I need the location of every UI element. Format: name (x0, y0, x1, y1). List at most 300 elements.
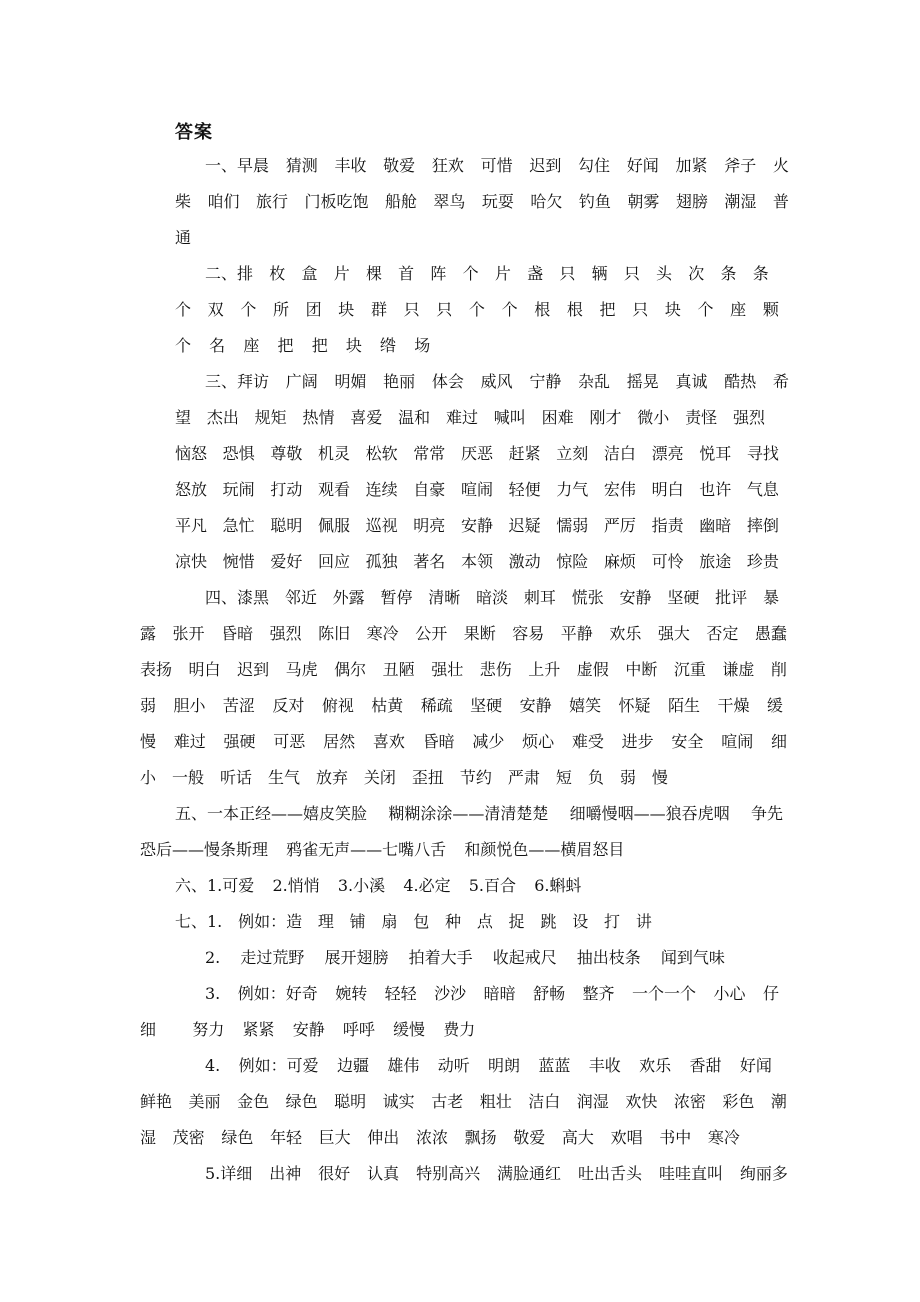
word: 喜欢 (372, 732, 405, 751)
word: 恼怒 (175, 444, 208, 463)
word: 钓鱼 (578, 192, 611, 211)
word: 一般 (171, 768, 204, 787)
word: 削 (770, 660, 787, 679)
word: 一、早晨 (205, 156, 270, 175)
word: 阵 (430, 264, 447, 283)
word: 怀疑 (618, 696, 651, 715)
word: 偶尔 (334, 660, 367, 679)
word: 扇 (381, 912, 398, 931)
word: 陈旧 (318, 624, 351, 643)
word: 关闭 (363, 768, 396, 787)
word: 明媚 (334, 372, 367, 391)
word: 狂欢 (431, 156, 464, 175)
word: 丰收 (334, 156, 367, 175)
word: 自豪 (413, 480, 446, 499)
word: 摔倒 (746, 516, 779, 535)
word: 慌张 (571, 588, 604, 607)
word: 闻到气味 (660, 948, 725, 967)
word: 弱 (140, 696, 157, 715)
word: 潮 (770, 1092, 787, 1111)
word: 暗暗 (483, 984, 516, 1003)
word: 绿色 (221, 1128, 254, 1147)
word: 规矩 (254, 408, 287, 427)
word: 打 (604, 912, 621, 931)
word: 惋惜 (222, 552, 255, 571)
word: 平静 (560, 624, 593, 643)
word: 坚硬 (470, 696, 503, 715)
word: 金色 (237, 1092, 270, 1111)
word: 四、漆黑 (205, 588, 270, 607)
word: 例如：好奇 (237, 984, 318, 1003)
text-line (205, 946, 725, 970)
word: 七、1. (175, 912, 223, 931)
text-line (175, 550, 779, 574)
word: 暗淡 (476, 588, 509, 607)
word: 斧子 (724, 156, 757, 175)
word: 枚 (269, 264, 286, 283)
word: 收起戒尺 (492, 948, 557, 967)
word: 宏伟 (603, 480, 636, 499)
word: 玩闹 (222, 480, 255, 499)
word: 张开 (172, 624, 205, 643)
word: 跳 (540, 912, 557, 931)
text-line (205, 370, 789, 394)
word: 根 (566, 300, 583, 319)
word: 麻烦 (603, 552, 636, 571)
word: 颗 (762, 300, 779, 319)
word: 指责 (651, 516, 684, 535)
word: 广阔 (285, 372, 318, 391)
word: 三、拜访 (205, 372, 270, 391)
word: 常常 (413, 444, 446, 463)
word: 哈欠 (530, 192, 563, 211)
word: 个 (468, 300, 485, 319)
word: 严厉 (603, 516, 636, 535)
word: 细 (770, 732, 787, 751)
word: 欢乐 (609, 624, 642, 643)
word: 欢唱 (610, 1128, 643, 1147)
text-line (140, 730, 787, 754)
word: 润湿 (576, 1092, 609, 1111)
word: 设 (572, 912, 589, 931)
word: 喧闹 (721, 732, 754, 751)
word: 寒冷 (366, 624, 399, 643)
word: 粗壮 (479, 1092, 512, 1111)
word: 蓝蓝 (538, 1056, 571, 1075)
text-line (175, 298, 779, 322)
word: 反对 (272, 696, 305, 715)
word: 丑陋 (382, 660, 415, 679)
word: 悲伤 (479, 660, 512, 679)
text-line (205, 982, 779, 1006)
word: 安全 (671, 732, 704, 751)
word: 群 (370, 300, 387, 319)
word: 加紧 (675, 156, 708, 175)
word: 露 (140, 624, 157, 643)
word: 鲜艳 (140, 1092, 173, 1111)
word: 欢乐 (639, 1056, 672, 1075)
word: 讲 (635, 912, 652, 931)
word: 普 (772, 192, 789, 211)
word: 欢快 (625, 1092, 658, 1111)
word: 急忙 (222, 516, 255, 535)
word: 暂停 (380, 588, 413, 607)
word: 批评 (715, 588, 748, 607)
word: 刺耳 (523, 588, 556, 607)
word: 本领 (460, 552, 493, 571)
text-line (175, 406, 765, 430)
text-line (175, 802, 783, 826)
word: 尊敬 (270, 444, 303, 463)
word: 高大 (561, 1128, 594, 1147)
word: 明白 (651, 480, 684, 499)
word: 座 (730, 300, 747, 319)
word: 例如：可爱 (238, 1056, 319, 1075)
word: 果断 (463, 624, 496, 643)
word: 舒畅 (533, 984, 566, 1003)
word: 听话 (219, 768, 252, 787)
word: 书中 (659, 1128, 692, 1147)
word: 明朗 (488, 1056, 521, 1075)
word: 放弃 (315, 768, 348, 787)
word: 绿色 (285, 1092, 318, 1111)
word: 柴 (175, 192, 192, 211)
word: 轻轻 (384, 984, 417, 1003)
word: 香甜 (689, 1056, 722, 1075)
word: 珍贵 (746, 552, 779, 571)
word: 茂密 (172, 1128, 205, 1147)
word: 微小 (637, 408, 670, 427)
word: 机灵 (317, 444, 350, 463)
word: 包 (413, 912, 430, 931)
word: 回应 (317, 552, 350, 571)
word: 整齐 (582, 984, 615, 1003)
word: 否定 (706, 624, 739, 643)
word: 俯视 (321, 696, 354, 715)
word: 强烈 (732, 408, 765, 427)
word: 敬爱 (513, 1128, 546, 1147)
word: 漂亮 (651, 444, 684, 463)
text-line (175, 910, 652, 934)
word: 佩服 (317, 516, 350, 535)
text-line (205, 154, 789, 178)
word: 巡视 (365, 516, 398, 535)
word: 缓 (766, 696, 783, 715)
word: 门板吃饱 (304, 192, 369, 211)
word: 难过 (173, 732, 206, 751)
word: 块 (664, 300, 681, 319)
word: 安静 (460, 516, 493, 535)
word: 条 (752, 264, 769, 283)
word: 立刻 (556, 444, 589, 463)
word: 稀疏 (420, 696, 453, 715)
word: 迟到 (529, 156, 562, 175)
word: 船舱 (384, 192, 417, 211)
word: 安静 (619, 588, 652, 607)
word: 中断 (625, 660, 658, 679)
word: 动听 (437, 1056, 470, 1075)
word: 5.详细 (205, 1164, 253, 1183)
word: 聪明 (270, 516, 303, 535)
text-line: 通 (175, 228, 192, 247)
word: 旅行 (255, 192, 288, 211)
word: 气息 (746, 480, 779, 499)
word: 丰收 (588, 1056, 621, 1075)
word: 出神 (269, 1164, 302, 1183)
word: 恐惧 (222, 444, 255, 463)
word: 猜测 (285, 156, 318, 175)
word: 点 (476, 912, 493, 931)
text-line (175, 514, 779, 538)
text-line (175, 442, 779, 466)
word: 展开翅膀 (324, 948, 389, 967)
word: 艳丽 (383, 372, 416, 391)
word: 理 (317, 912, 334, 931)
word: 个 (240, 300, 257, 319)
word: 个 (462, 264, 479, 283)
word: 糊糊涂涂——清清楚楚 (388, 804, 549, 823)
word: 温和 (398, 408, 431, 427)
word: 团 (305, 300, 322, 319)
word: 翅膀 (675, 192, 708, 211)
word: 公开 (415, 624, 448, 643)
word: 浓浓 (415, 1128, 448, 1147)
text-line (205, 586, 779, 610)
word: 悦耳 (699, 444, 732, 463)
word: 厌恶 (460, 444, 493, 463)
word: 上升 (528, 660, 561, 679)
word: 哇哇直叫 (658, 1164, 723, 1183)
word: 体会 (431, 372, 464, 391)
word: 可怜 (651, 552, 684, 571)
text-line: 恐后——慢条斯理 鸦雀无声——七嘴八舌 和颜悦色——横眉怒目 (140, 840, 625, 859)
word: 杰出 (206, 408, 239, 427)
word: 条 (720, 264, 737, 283)
page-title: 答案 (175, 122, 213, 143)
word: 特别高兴 (416, 1164, 481, 1183)
word: 五、一本正经——嬉皮笑脸 (175, 804, 368, 823)
word: 巨大 (318, 1128, 351, 1147)
word: 很好 (318, 1164, 351, 1183)
word: 根 (534, 300, 551, 319)
word: 绚丽多 (739, 1164, 788, 1183)
word: 片 (333, 264, 350, 283)
word: 争先 (750, 804, 783, 823)
word: 严肃 (507, 768, 540, 787)
word: 玩耍 (481, 192, 514, 211)
text-line (205, 1054, 772, 1078)
word: 个 (175, 300, 192, 319)
text-line (140, 1126, 740, 1150)
word: 诚实 (382, 1092, 415, 1111)
word: 责怪 (685, 408, 718, 427)
word: 洁白 (528, 1092, 561, 1111)
word: 打动 (270, 480, 303, 499)
text-line (205, 1162, 788, 1186)
word: 喜爱 (350, 408, 383, 427)
word: 嬉笑 (569, 696, 602, 715)
word: 个 (697, 300, 714, 319)
word: 烦心 (522, 732, 555, 751)
text-line: 个 名 座 把 把 块 绺 场 (175, 336, 431, 355)
word: 轻便 (508, 480, 541, 499)
word: 昏暗 (221, 624, 254, 643)
word: 好闻 (626, 156, 659, 175)
word: 铺 (349, 912, 366, 931)
word: 进步 (621, 732, 654, 751)
word: 减少 (472, 732, 505, 751)
word: 歪扭 (411, 768, 444, 787)
word: 彩色 (722, 1092, 755, 1111)
word: 马虎 (285, 660, 318, 679)
word: 寒冷 (707, 1128, 740, 1147)
word: 迟到 (237, 660, 270, 679)
word: 强壮 (431, 660, 464, 679)
word: 负 (587, 768, 604, 787)
word: 暴 (762, 588, 779, 607)
word: 聪明 (334, 1092, 367, 1111)
word: 棵 (365, 264, 382, 283)
word: 盏 (527, 264, 544, 283)
word: 片 (494, 264, 511, 283)
word: 雄伟 (387, 1056, 420, 1075)
word: 强大 (657, 624, 690, 643)
word: 苦涩 (222, 696, 255, 715)
word: 观看 (317, 480, 350, 499)
word: 懦弱 (556, 516, 589, 535)
word: 种 (445, 912, 462, 931)
word: 希 (772, 372, 789, 391)
word: 惊险 (556, 552, 589, 571)
word: 怒放 (175, 480, 208, 499)
word: 慢 (140, 732, 157, 751)
word: 强烈 (269, 624, 302, 643)
word: 胆小 (173, 696, 206, 715)
word: 仔 (762, 984, 779, 1003)
word: 小心 (713, 984, 746, 1003)
word: 拍着大手 (408, 948, 473, 967)
word: 可惜 (480, 156, 513, 175)
word: 枯黄 (371, 696, 404, 715)
word: 火 (772, 156, 789, 175)
word: 沙沙 (434, 984, 467, 1003)
word: 旅途 (699, 552, 732, 571)
word: 婉转 (335, 984, 368, 1003)
word: 干燥 (717, 696, 750, 715)
word: 一个一个 (632, 984, 697, 1003)
word: 明白 (188, 660, 221, 679)
word: 伸出 (367, 1128, 400, 1147)
word: 连续 (365, 480, 398, 499)
word: 吐出舌头 (577, 1164, 642, 1183)
text-line (140, 766, 668, 790)
word: 外露 (332, 588, 365, 607)
word: 4. (205, 1056, 221, 1075)
word: 辆 (591, 264, 608, 283)
word: 好闻 (739, 1056, 772, 1075)
word: 赶紧 (508, 444, 541, 463)
word: 所 (272, 300, 289, 319)
text-line (140, 658, 787, 682)
word: 咱们 (207, 192, 240, 211)
word: 安静 (519, 696, 552, 715)
word: 清晰 (428, 588, 461, 607)
word: 块 (338, 300, 355, 319)
word: 孤独 (365, 552, 398, 571)
word: 迟疑 (508, 516, 541, 535)
word: 满脸通红 (497, 1164, 562, 1183)
word: 古老 (431, 1092, 464, 1111)
word: 弱 (619, 768, 636, 787)
word: 寻找 (746, 444, 779, 463)
word: 难过 (445, 408, 478, 427)
text-line (140, 694, 783, 718)
word: 激动 (508, 552, 541, 571)
word: 3. (205, 984, 221, 1003)
word: 把 (599, 300, 616, 319)
word: 松软 (365, 444, 398, 463)
word: 走过荒野 (240, 948, 305, 967)
word: 热情 (302, 408, 335, 427)
word: 凉快 (175, 552, 208, 571)
word: 只 (436, 300, 453, 319)
word: 短 (555, 768, 572, 787)
word: 容易 (512, 624, 545, 643)
word: 二、排 (205, 264, 254, 283)
word: 捉 (508, 912, 525, 931)
word: 飘扬 (464, 1128, 497, 1147)
word: 幽暗 (699, 516, 732, 535)
word: 喧闹 (460, 480, 493, 499)
word: 邻近 (284, 588, 317, 607)
word: 盒 (301, 264, 318, 283)
word: 喊叫 (493, 408, 526, 427)
word: 宁静 (529, 372, 562, 391)
word: 洁白 (603, 444, 636, 463)
word: 慢 (651, 768, 668, 787)
word: 头 (656, 264, 673, 283)
word: 次 (688, 264, 705, 283)
word: 强硬 (223, 732, 256, 751)
word: 著名 (413, 552, 446, 571)
word: 难受 (571, 732, 604, 751)
word: 居然 (323, 732, 356, 751)
word: 浓密 (673, 1092, 706, 1111)
word: 细嚼慢咽——狼吞虎咽 (569, 804, 730, 823)
word: 表扬 (140, 660, 173, 679)
word: 湿 (140, 1128, 157, 1147)
text-line (175, 190, 789, 214)
word: 生气 (267, 768, 300, 787)
word: 力气 (556, 480, 589, 499)
word: 摇晃 (626, 372, 659, 391)
word: 爱好 (270, 552, 303, 571)
text-line: 六、1.可爱 2.悄悄 3.小溪 4.必定 5.百合 6.蝌蚪 (175, 876, 582, 895)
word: 双 (207, 300, 224, 319)
word: 昏暗 (422, 732, 455, 751)
word: 翠鸟 (433, 192, 466, 211)
word: 只 (632, 300, 649, 319)
text-line (205, 262, 769, 286)
word: 沉重 (673, 660, 706, 679)
word: 小 (140, 768, 157, 787)
word: 只 (559, 264, 576, 283)
word: 谦虚 (722, 660, 755, 679)
word: 朝雾 (627, 192, 660, 211)
word: 边疆 (336, 1056, 369, 1075)
word: 明亮 (413, 516, 446, 535)
word: 勾住 (578, 156, 611, 175)
